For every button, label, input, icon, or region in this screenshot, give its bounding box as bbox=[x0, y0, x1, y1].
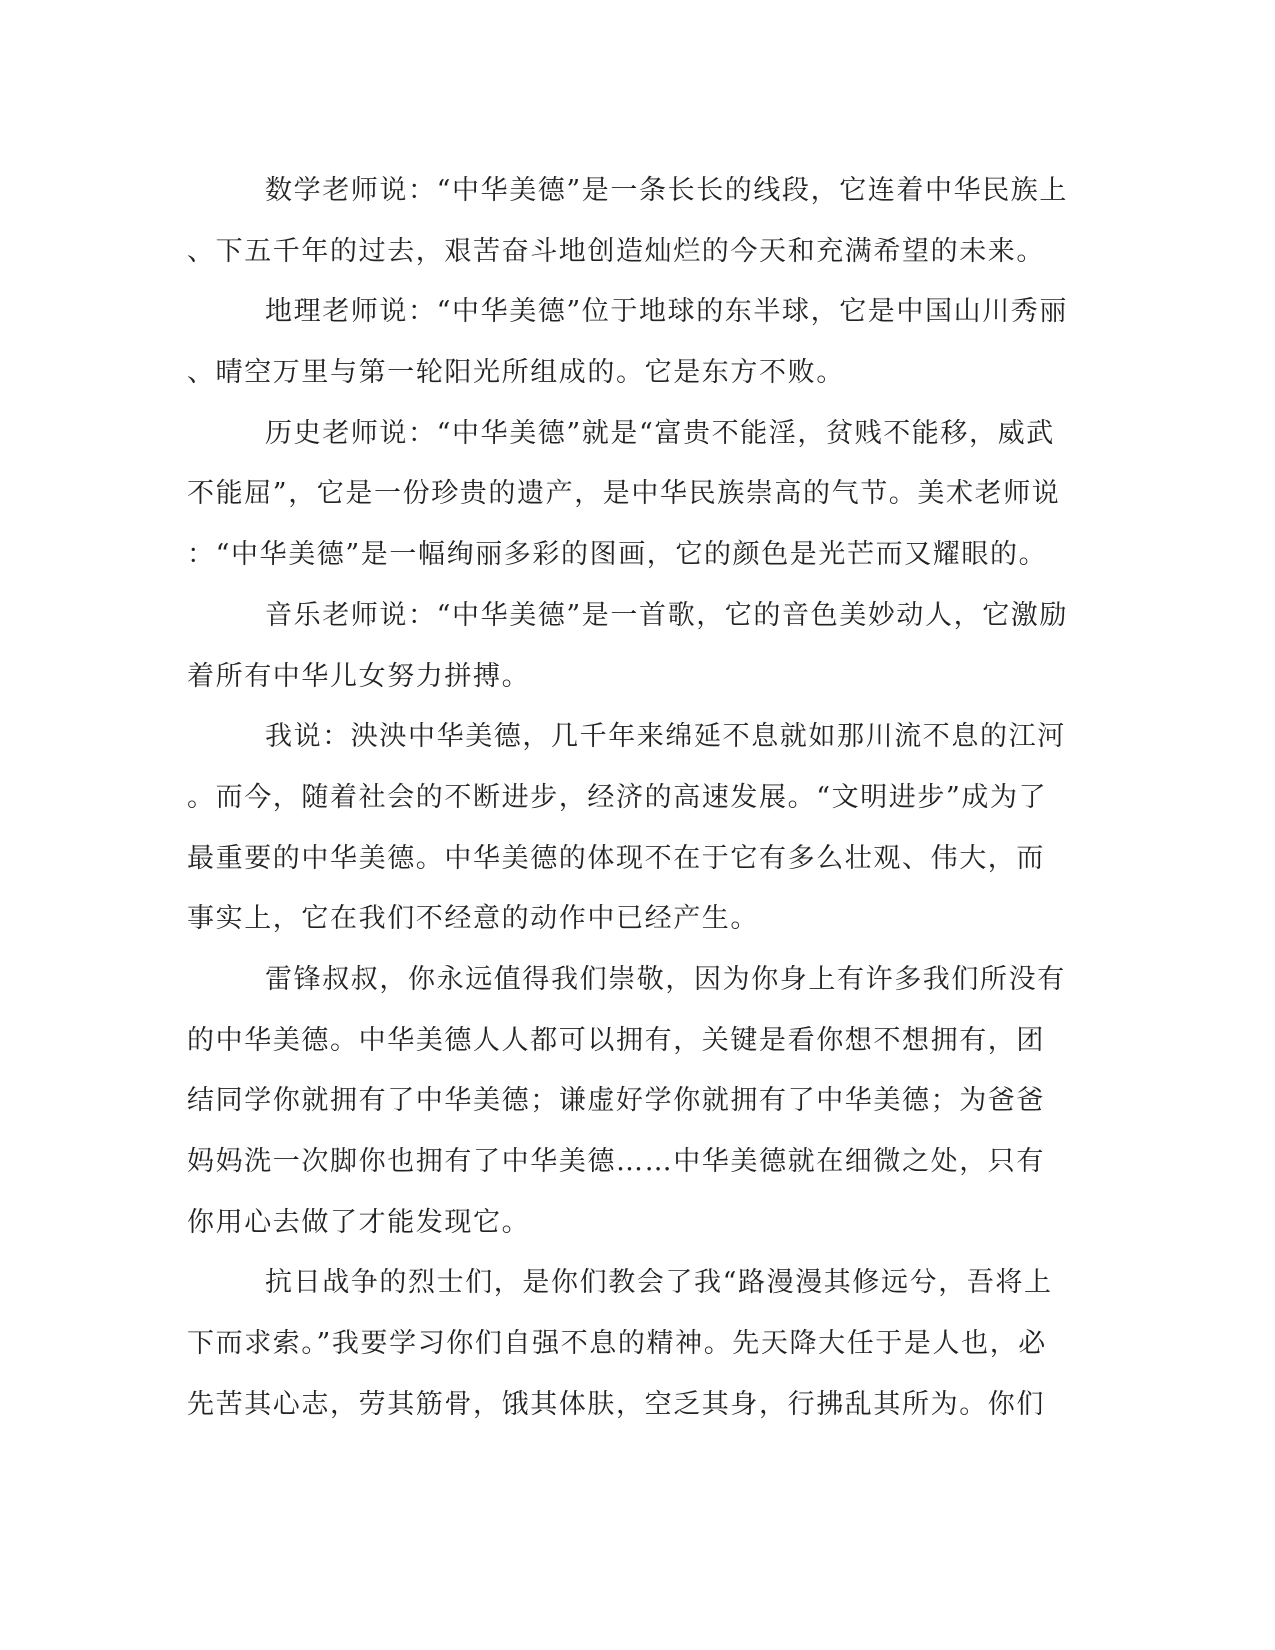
paragraph-line: 的中华美德。中华美德人人都可以拥有，关键是看你想不想拥有，团 bbox=[187, 1024, 1045, 1056]
paragraph-line: 。而今，随着社会的不断进步，经济的高速发展。“文明进步”成为了 bbox=[187, 781, 1048, 813]
paragraph-line: 结同学你就拥有了中华美德；谦虚好学你就拥有了中华美德；为爸爸 bbox=[187, 1085, 1045, 1117]
paragraph-line: 着所有中华儿女努力拼搏。 bbox=[187, 660, 531, 692]
paragraph-line: 先苦其心志，劳其筋骨，饿其体肤，空乏其身，行拂乱其所为。你们 bbox=[187, 1388, 1045, 1420]
paragraph-line: 地理老师说：“中华美德”位于地球的东半球，它是中国山川秀丽 bbox=[265, 296, 1069, 328]
paragraph-line: 历史老师说：“中华美德”就是“富贵不能淫，贫贱不能移，威武 bbox=[265, 417, 1055, 449]
paragraph-line: 妈妈洗一次脚你也拥有了中华美德……中华美德就在细微之处，只有 bbox=[187, 1146, 1045, 1177]
paragraph-line: 、晴空万里与第一轮阳光所组成的。它是东方不败。 bbox=[187, 357, 845, 389]
paragraph-line: 你用心去做了才能发现它。 bbox=[187, 1206, 531, 1238]
paragraph-line: 我说：泱泱中华美德，几千年来绵延不息就如那川流不息的江河 bbox=[265, 721, 1066, 753]
paragraph-line: 事实上，它在我们不经意的动作中已经产生。 bbox=[187, 903, 759, 935]
paragraph-line: 最重要的中华美德。中华美德的体现不在于它有多么壮观、伟大，而 bbox=[187, 842, 1045, 874]
paragraph-line: 抗日战争的烈士们，是你们教会了我“路漫漫其修远兮，吾将上 bbox=[265, 1267, 1053, 1299]
paragraph-line: 雷锋叔叔，你永远值得我们崇敬，因为你身上有许多我们所没有 bbox=[265, 963, 1066, 995]
paragraph-line: 、下五千年的过去，艰苦奋斗地创造灿烂的今天和充满希望的未来。 bbox=[187, 235, 1045, 267]
paragraph-line: 不能屈”，它是一份珍贵的遗产，是中华民族崇高的气节。美术老师说 bbox=[187, 478, 1061, 510]
paragraph-line: 下而求索。”我要学习你们自强不息的精神。先天降大任于是人也，必 bbox=[187, 1328, 1047, 1360]
paragraph-line: 音乐老师说：“中华美德”是一首歌，它的音色美妙动人，它激励 bbox=[265, 599, 1069, 631]
paragraph-line: 数学老师说：“中华美德”是一条长长的线段，它连着中华民族上 bbox=[265, 175, 1069, 206]
essay-text bbox=[187, 161, 1072, 1435]
paragraph-line: ：“中华美德”是一幅绚丽多彩的图画，它的颜色是光芒而又耀眼的。 bbox=[187, 539, 1048, 571]
